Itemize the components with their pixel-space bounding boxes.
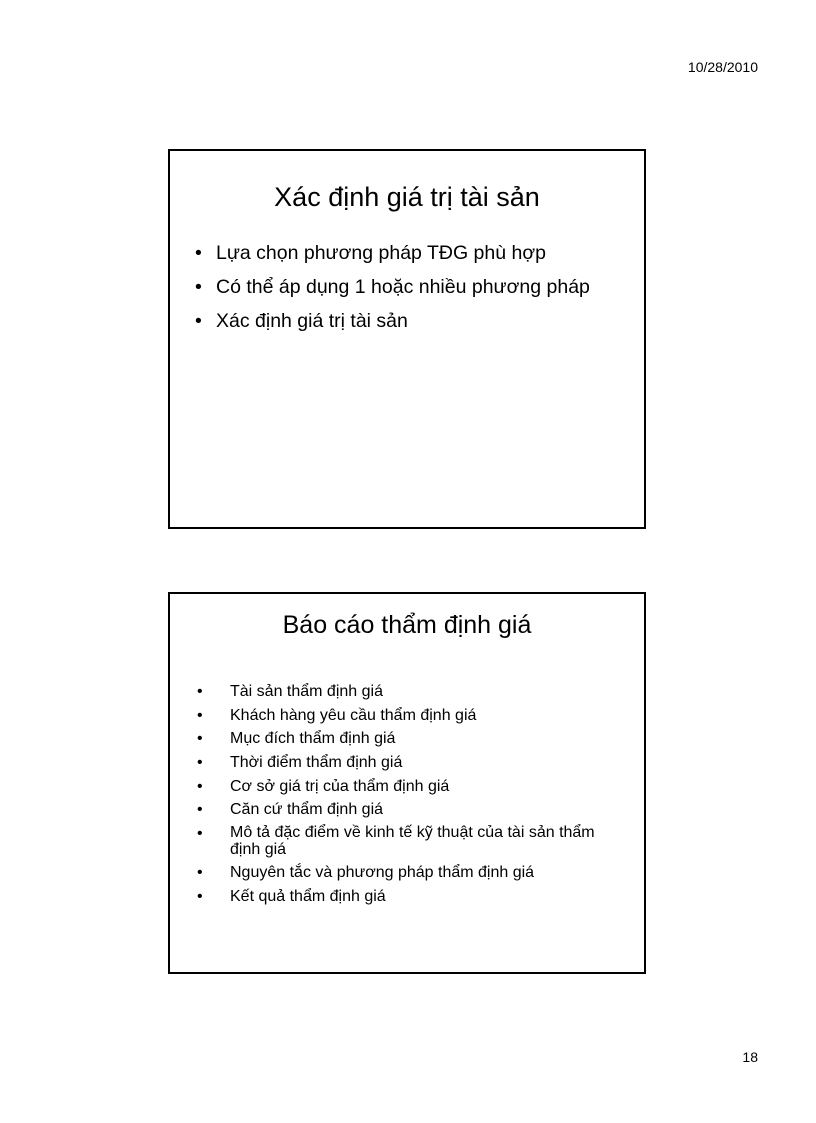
page-date: 10/28/2010: [687, 59, 758, 75]
bullet-list: [195, 240, 624, 334]
bullet-icon: •: [197, 777, 203, 795]
bullet-icon: •: [197, 825, 203, 843]
bullet-item: [197, 887, 626, 906]
bullet-text: Lựa chọn phương pháp TĐG phù hợp: [216, 242, 546, 264]
bullet-item: [197, 706, 626, 725]
bullet-icon: •: [197, 706, 203, 724]
bullet-text: Kết quả thẩm định giá: [230, 887, 386, 905]
bullet-list: [197, 682, 626, 910]
bullet-text: Cơ sở giá trị của thẩm định giá: [230, 777, 450, 795]
bullet-text: Thời điểm thẩm định giá: [230, 754, 403, 772]
bullet-text: Khách hàng yêu cầu thẩm định giá: [230, 706, 477, 724]
bullet-text: Mục đích thẩm định giá: [230, 730, 396, 748]
bullet-item: [197, 800, 626, 819]
bullet-icon: •: [197, 754, 203, 772]
bullet-icon: •: [195, 242, 202, 264]
bullet-item: [197, 863, 626, 882]
bullet-icon: •: [197, 730, 203, 748]
bullet-icon: •: [197, 801, 203, 819]
bullet-text: Xác định giá trị tài sản: [216, 310, 408, 332]
bullet-text: Tài sản thẩm định giá: [230, 683, 383, 700]
slide-title: Xác định giá trị tài sản: [274, 182, 540, 212]
bullet-item: [197, 753, 626, 772]
bullet-icon: •: [197, 683, 203, 700]
bullet-item: [195, 274, 624, 300]
bullet-item: [197, 777, 626, 796]
bullet-item: [195, 240, 624, 266]
slide-valuation-report: [168, 592, 646, 974]
bullet-item: [195, 308, 624, 334]
slide-valuation: [168, 149, 646, 529]
bullet-icon: •: [195, 276, 202, 298]
bullet-icon: •: [195, 310, 202, 332]
slide-title: Báo cáo thẩm định giá: [282, 611, 532, 639]
bullet-text: Có thể áp dụng 1 hoặc nhiều phương pháp: [216, 276, 590, 298]
bullet-text: Mô tả đặc điểm về kinh tế kỹ thuật của tài sản thẩm định giá: [230, 824, 595, 859]
bullet-item: [197, 729, 626, 748]
bullet-icon: •: [197, 863, 203, 881]
bullet-icon: •: [197, 887, 203, 905]
page-number: 18: [742, 1049, 758, 1065]
bullet-text: Nguyên tắc và phương pháp thẩm định giá: [230, 863, 535, 881]
bullet-text: Căn cứ thẩm định giá: [230, 801, 384, 819]
bullet-item: [197, 824, 626, 858]
bullet-item: [197, 682, 626, 701]
